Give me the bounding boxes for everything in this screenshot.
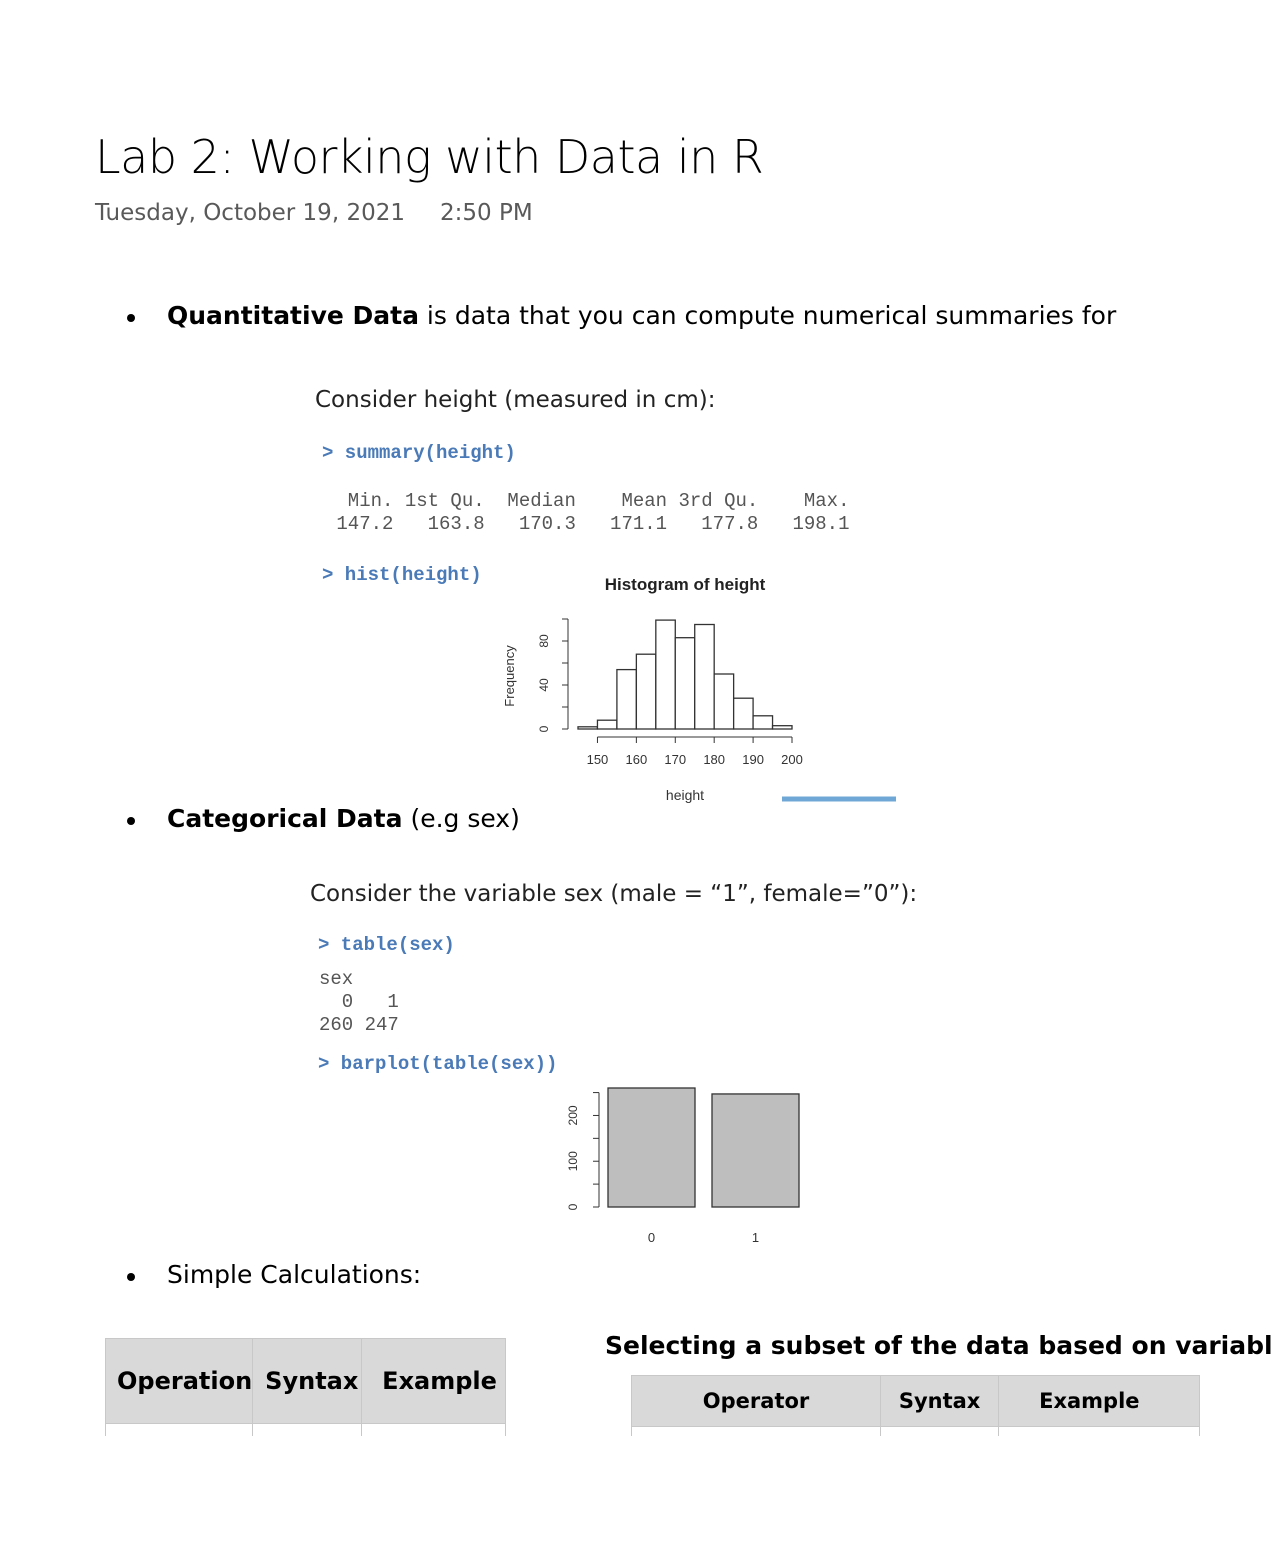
- header-example: Example: [999, 1376, 1200, 1427]
- histogram-bar: [578, 727, 597, 729]
- bar-y-tick-label: 100: [566, 1151, 580, 1172]
- histogram-y-tick-label: 80: [537, 634, 551, 648]
- page-date: Tuesday, October 19, 2021: [95, 200, 405, 226]
- sex-intro: Consider the variable sex (male = “1”, female=”0”):: [310, 881, 918, 907]
- histogram-y-tick-label: 0: [537, 725, 551, 733]
- histogram-bar: [656, 620, 675, 729]
- histogram-bar: [695, 625, 714, 730]
- quantitative-bullet: [167, 301, 1116, 330]
- histogram-x-tick-label: 150: [586, 752, 609, 767]
- height-histogram: [490, 565, 910, 810]
- bullet-icon: [127, 314, 135, 322]
- barplot-command: > barplot(table(sex)): [318, 1053, 558, 1075]
- table-command: > table(sex): [318, 934, 455, 956]
- summary-command: > summary(height): [322, 442, 516, 464]
- quantitative-term: Quantitative Data: [167, 301, 419, 330]
- bar-y-tick-label: 0: [566, 1203, 580, 1211]
- histogram-y-tick-label: 40: [537, 678, 551, 692]
- histogram-x-label: height: [665, 787, 705, 803]
- header-operation: Operation: [106, 1339, 253, 1424]
- height-intro: Consider height (measured in cm):: [315, 387, 716, 413]
- table-header-row: [632, 1376, 1200, 1427]
- summary-values: 147.2 163.8 170.3 171.1 177.8 198.1: [325, 513, 861, 535]
- histogram-x-tick-label: 200: [781, 752, 803, 767]
- table-output-name: sex: [319, 968, 354, 990]
- header-syntax: Syntax: [881, 1376, 999, 1427]
- simple-calculations-label: Simple Calculations:: [167, 1260, 422, 1289]
- histogram-x-tick-label: 160: [625, 752, 648, 767]
- header-syntax: Syntax: [253, 1339, 362, 1424]
- bullet-icon: [127, 1273, 135, 1281]
- histogram-bar: [714, 674, 733, 729]
- table-output-levels: 0 1: [319, 991, 411, 1013]
- categorical-bullet: [167, 804, 520, 833]
- bar-category-label: 1: [751, 1230, 760, 1245]
- histogram-x-tick-label: 180: [703, 752, 726, 767]
- histogram-x-tick-label: 170: [664, 752, 687, 767]
- histogram-y-label: Frequency: [502, 645, 517, 707]
- page-bottom-margin: [0, 1436, 1200, 1553]
- categorical-description: (e.g sex): [402, 804, 520, 833]
- header-operator: Operator: [632, 1376, 881, 1427]
- histogram-bar: [773, 726, 792, 729]
- histogram-bar: [753, 716, 772, 729]
- summary-header: Min. 1st Qu. Median Mean 3rd Qu. Max.: [325, 490, 861, 512]
- header-example: Example: [362, 1339, 506, 1424]
- histogram-bar: [734, 698, 753, 729]
- bar-1: [712, 1094, 799, 1207]
- histogram-bar: [675, 638, 694, 729]
- histogram-x-tick-label: 190: [742, 752, 764, 767]
- histogram-title: Histogram of height: [604, 575, 766, 594]
- subset-title: Selecting a subset of the data based on variabl: [605, 1331, 1273, 1360]
- bar-y-tick-label: 200: [566, 1105, 580, 1126]
- table-output-counts: 260 247: [319, 1014, 411, 1036]
- categorical-term: Categorical Data: [167, 804, 403, 833]
- hist-command: > hist(height): [322, 564, 482, 586]
- page-time: 2:50 PM: [440, 200, 533, 226]
- sex-barplot: [555, 1080, 815, 1250]
- bar-0: [608, 1088, 695, 1207]
- page-title: Lab 2: Working with Data in R: [95, 130, 764, 184]
- table-header-row: [106, 1339, 506, 1424]
- histogram-bar: [617, 670, 636, 729]
- bullet-icon: [127, 817, 135, 825]
- histogram-bar: [636, 654, 655, 729]
- bar-category-label: 0: [647, 1230, 656, 1245]
- quantitative-description: is data that you can compute numerical summaries for: [418, 301, 1117, 330]
- histogram-bar: [597, 720, 616, 729]
